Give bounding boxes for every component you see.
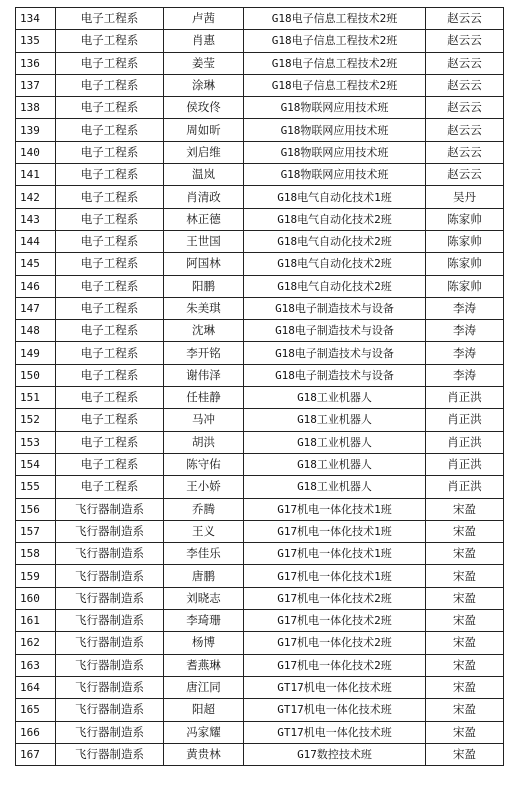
student-name-cell: 乔腾 (164, 498, 244, 520)
row-number-cell: 145 (16, 253, 56, 275)
teacher-cell: 赵云云 (426, 164, 504, 186)
class-name-cell: G17机电一体化技术1班 (244, 498, 426, 520)
class-name-cell: G18电子信息工程技术2班 (244, 30, 426, 52)
class-name-cell: G17机电一体化技术2班 (244, 587, 426, 609)
class-name-cell: G17机电一体化技术1班 (244, 520, 426, 542)
class-name-cell: GT17机电一体化技术班 (244, 699, 426, 721)
student-name-cell: 黄贵林 (164, 743, 244, 765)
row-number-cell: 146 (16, 275, 56, 297)
teacher-cell: 宋盈 (426, 498, 504, 520)
student-name-cell: 唐江同 (164, 676, 244, 698)
student-name-cell: 刘启维 (164, 141, 244, 163)
teacher-cell: 宋盈 (426, 610, 504, 632)
class-name-cell: G18电子信息工程技术2班 (244, 74, 426, 96)
teacher-cell: 宋盈 (426, 699, 504, 721)
table-row (16, 364, 504, 386)
row-number-cell: 159 (16, 565, 56, 587)
row-number-cell: 136 (16, 52, 56, 74)
student-name-cell: 沈琳 (164, 320, 244, 342)
row-number-cell: 156 (16, 498, 56, 520)
roster-body (16, 8, 504, 766)
teacher-cell: 赵云云 (426, 30, 504, 52)
table-row (16, 8, 504, 30)
teacher-cell: 陈家帅 (426, 253, 504, 275)
teacher-cell: 宋盈 (426, 543, 504, 565)
department-cell: 飞行器制造系 (56, 676, 164, 698)
student-name-cell: 谢伟泽 (164, 364, 244, 386)
department-cell: 电子工程系 (56, 208, 164, 230)
row-number-cell: 160 (16, 587, 56, 609)
roster-table (15, 7, 504, 766)
table-row (16, 253, 504, 275)
row-number-cell: 165 (16, 699, 56, 721)
department-cell: 电子工程系 (56, 8, 164, 30)
department-cell: 飞行器制造系 (56, 743, 164, 765)
class-name-cell: G18工业机器人 (244, 476, 426, 498)
department-cell: 电子工程系 (56, 431, 164, 453)
department-cell: 飞行器制造系 (56, 699, 164, 721)
table-row (16, 275, 504, 297)
row-number-cell: 137 (16, 74, 56, 96)
row-number-cell: 149 (16, 342, 56, 364)
row-number-cell: 139 (16, 119, 56, 141)
class-name-cell: G17机电一体化技术2班 (244, 610, 426, 632)
row-number-cell: 142 (16, 186, 56, 208)
department-cell: 飞行器制造系 (56, 654, 164, 676)
student-name-cell: 王义 (164, 520, 244, 542)
teacher-cell: 宋盈 (426, 565, 504, 587)
student-name-cell: 阿国林 (164, 253, 244, 275)
row-number-cell: 154 (16, 453, 56, 475)
class-name-cell: GT17机电一体化技术班 (244, 721, 426, 743)
student-name-cell: 马冲 (164, 409, 244, 431)
row-number-cell: 153 (16, 431, 56, 453)
teacher-cell: 陈家帅 (426, 230, 504, 252)
department-cell: 电子工程系 (56, 409, 164, 431)
department-cell: 电子工程系 (56, 364, 164, 386)
department-cell: 电子工程系 (56, 74, 164, 96)
table-row (16, 297, 504, 319)
class-name-cell: G18工业机器人 (244, 387, 426, 409)
table-row (16, 676, 504, 698)
table-row (16, 632, 504, 654)
row-number-cell: 134 (16, 8, 56, 30)
table-row (16, 431, 504, 453)
student-name-cell: 姜莹 (164, 52, 244, 74)
row-number-cell: 140 (16, 141, 56, 163)
table-row (16, 476, 504, 498)
student-name-cell: 涂琳 (164, 74, 244, 96)
row-number-cell: 157 (16, 520, 56, 542)
teacher-cell: 赵云云 (426, 74, 504, 96)
department-cell: 电子工程系 (56, 119, 164, 141)
table-row (16, 699, 504, 721)
class-name-cell: G18电气自动化技术1班 (244, 186, 426, 208)
table-row (16, 610, 504, 632)
table-row (16, 30, 504, 52)
class-name-cell: G18工业机器人 (244, 453, 426, 475)
department-cell: 电子工程系 (56, 52, 164, 74)
teacher-cell: 宋盈 (426, 676, 504, 698)
student-name-cell: 林正德 (164, 208, 244, 230)
row-number-cell: 162 (16, 632, 56, 654)
row-number-cell: 167 (16, 743, 56, 765)
table-row (16, 208, 504, 230)
student-name-cell: 任桂静 (164, 387, 244, 409)
table-row (16, 721, 504, 743)
department-cell: 飞行器制造系 (56, 721, 164, 743)
table-row (16, 119, 504, 141)
department-cell: 飞行器制造系 (56, 498, 164, 520)
table-row (16, 52, 504, 74)
row-number-cell: 163 (16, 654, 56, 676)
teacher-cell: 赵云云 (426, 8, 504, 30)
table-row (16, 97, 504, 119)
teacher-cell: 宋盈 (426, 587, 504, 609)
table-row (16, 498, 504, 520)
student-name-cell: 温岚 (164, 164, 244, 186)
table-row (16, 743, 504, 765)
teacher-cell: 肖正洪 (426, 476, 504, 498)
table-row (16, 342, 504, 364)
class-name-cell: G18电子信息工程技术2班 (244, 52, 426, 74)
row-number-cell: 152 (16, 409, 56, 431)
teacher-cell: 吴丹 (426, 186, 504, 208)
table-row (16, 141, 504, 163)
class-name-cell: G18物联网应用技术班 (244, 119, 426, 141)
table-row (16, 186, 504, 208)
teacher-cell: 赵云云 (426, 97, 504, 119)
department-cell: 电子工程系 (56, 97, 164, 119)
class-name-cell: G18电子制造技术与设备 (244, 297, 426, 319)
student-name-cell: 王小娇 (164, 476, 244, 498)
teacher-cell: 肖正洪 (426, 453, 504, 475)
row-number-cell: 151 (16, 387, 56, 409)
teacher-cell: 肖正洪 (426, 431, 504, 453)
student-name-cell: 肖清政 (164, 186, 244, 208)
student-name-cell: 阳鹏 (164, 275, 244, 297)
student-name-cell: 阳超 (164, 699, 244, 721)
student-name-cell: 李开铭 (164, 342, 244, 364)
class-name-cell: G17机电一体化技术1班 (244, 565, 426, 587)
department-cell: 电子工程系 (56, 342, 164, 364)
row-number-cell: 144 (16, 230, 56, 252)
department-cell: 飞行器制造系 (56, 610, 164, 632)
class-name-cell: G18电子信息工程技术2班 (244, 8, 426, 30)
department-cell: 电子工程系 (56, 164, 164, 186)
table-row (16, 543, 504, 565)
department-cell: 电子工程系 (56, 476, 164, 498)
class-name-cell: G17机电一体化技术2班 (244, 654, 426, 676)
department-cell: 电子工程系 (56, 186, 164, 208)
table-row (16, 387, 504, 409)
table-row (16, 565, 504, 587)
row-number-cell: 147 (16, 297, 56, 319)
class-name-cell: G18工业机器人 (244, 409, 426, 431)
class-name-cell: G18物联网应用技术班 (244, 141, 426, 163)
table-row (16, 587, 504, 609)
department-cell: 飞行器制造系 (56, 565, 164, 587)
table-row (16, 520, 504, 542)
student-name-cell: 李佳乐 (164, 543, 244, 565)
table-row (16, 453, 504, 475)
student-name-cell: 肖惠 (164, 30, 244, 52)
class-name-cell: G18电子制造技术与设备 (244, 342, 426, 364)
teacher-cell: 李涛 (426, 342, 504, 364)
teacher-cell: 赵云云 (426, 119, 504, 141)
teacher-cell: 陈家帅 (426, 208, 504, 230)
class-name-cell: G18电气自动化技术2班 (244, 275, 426, 297)
row-number-cell: 164 (16, 676, 56, 698)
department-cell: 电子工程系 (56, 320, 164, 342)
class-name-cell: G18电子制造技术与设备 (244, 320, 426, 342)
department-cell: 电子工程系 (56, 230, 164, 252)
department-cell: 电子工程系 (56, 30, 164, 52)
row-number-cell: 148 (16, 320, 56, 342)
row-number-cell: 138 (16, 97, 56, 119)
department-cell: 飞行器制造系 (56, 587, 164, 609)
class-name-cell: G18电气自动化技术2班 (244, 253, 426, 275)
row-number-cell: 150 (16, 364, 56, 386)
student-name-cell: 朱美琪 (164, 297, 244, 319)
department-cell: 电子工程系 (56, 275, 164, 297)
teacher-cell: 李涛 (426, 320, 504, 342)
student-name-cell: 周如昕 (164, 119, 244, 141)
table-row (16, 320, 504, 342)
teacher-cell: 肖正洪 (426, 409, 504, 431)
row-number-cell: 141 (16, 164, 56, 186)
department-cell: 电子工程系 (56, 253, 164, 275)
student-name-cell: 冯家耀 (164, 721, 244, 743)
student-name-cell: 杨博 (164, 632, 244, 654)
teacher-cell: 宋盈 (426, 743, 504, 765)
teacher-cell: 李涛 (426, 297, 504, 319)
department-cell: 电子工程系 (56, 453, 164, 475)
row-number-cell: 155 (16, 476, 56, 498)
table-row (16, 74, 504, 96)
row-number-cell: 158 (16, 543, 56, 565)
department-cell: 电子工程系 (56, 141, 164, 163)
student-name-cell: 李琦珊 (164, 610, 244, 632)
teacher-cell: 赵云云 (426, 141, 504, 163)
student-name-cell: 胡洪 (164, 431, 244, 453)
class-name-cell: G18物联网应用技术班 (244, 97, 426, 119)
class-name-cell: GT17机电一体化技术班 (244, 676, 426, 698)
teacher-cell: 赵云云 (426, 52, 504, 74)
class-name-cell: G18电子制造技术与设备 (244, 364, 426, 386)
table-row (16, 654, 504, 676)
class-name-cell: G18物联网应用技术班 (244, 164, 426, 186)
department-cell: 飞行器制造系 (56, 543, 164, 565)
row-number-cell: 166 (16, 721, 56, 743)
student-name-cell: 侯玫佟 (164, 97, 244, 119)
table-row (16, 164, 504, 186)
row-number-cell: 161 (16, 610, 56, 632)
class-name-cell: G18电气自动化技术2班 (244, 208, 426, 230)
department-cell: 飞行器制造系 (56, 632, 164, 654)
teacher-cell: 宋盈 (426, 632, 504, 654)
student-name-cell: 唐鹏 (164, 565, 244, 587)
student-name-cell: 刘晓志 (164, 587, 244, 609)
class-name-cell: G18电气自动化技术2班 (244, 230, 426, 252)
class-name-cell: G17机电一体化技术2班 (244, 632, 426, 654)
teacher-cell: 宋盈 (426, 520, 504, 542)
class-name-cell: G17数控技术班 (244, 743, 426, 765)
teacher-cell: 肖正洪 (426, 387, 504, 409)
teacher-cell: 宋盈 (426, 654, 504, 676)
table-row (16, 409, 504, 431)
row-number-cell: 143 (16, 208, 56, 230)
row-number-cell: 135 (16, 30, 56, 52)
student-name-cell: 卢茜 (164, 8, 244, 30)
teacher-cell: 宋盈 (426, 721, 504, 743)
teacher-cell: 李涛 (426, 364, 504, 386)
teacher-cell: 陈家帅 (426, 275, 504, 297)
student-name-cell: 王世国 (164, 230, 244, 252)
student-name-cell: 耆燕琳 (164, 654, 244, 676)
table-row (16, 230, 504, 252)
department-cell: 电子工程系 (56, 387, 164, 409)
department-cell: 飞行器制造系 (56, 520, 164, 542)
student-name-cell: 陈守佑 (164, 453, 244, 475)
department-cell: 电子工程系 (56, 297, 164, 319)
class-name-cell: G18工业机器人 (244, 431, 426, 453)
class-name-cell: G17机电一体化技术1班 (244, 543, 426, 565)
